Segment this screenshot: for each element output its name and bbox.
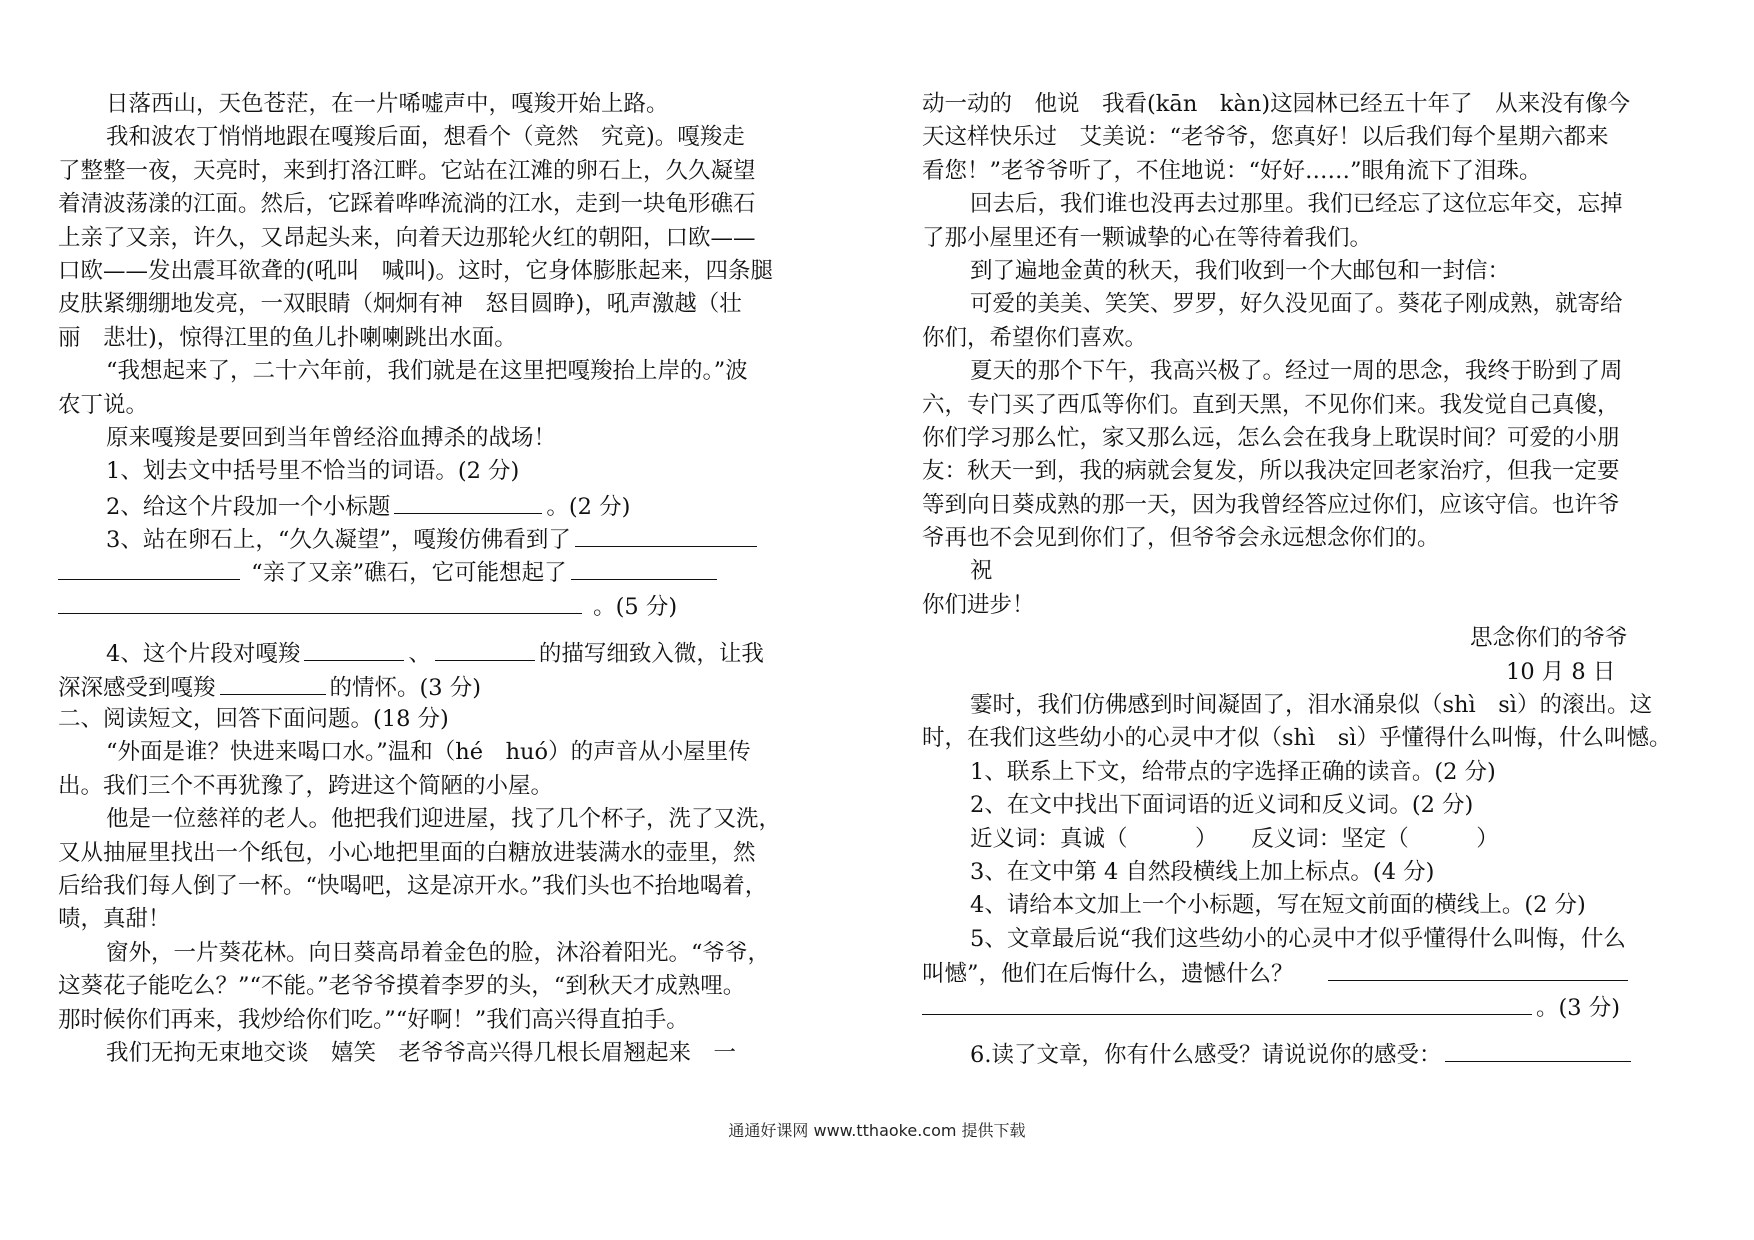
answer-blank[interactable] — [304, 636, 404, 661]
paragraph-line: 窗外，一片葵花林。向日葵高昂着金色的脸，沐浴着阳光。“爷爷， — [106, 939, 771, 966]
paragraph-line: 时，在我们这些幼小的心灵中才似（shì sì）乎懂得什么叫悔，什么叫憾。 — [922, 725, 1672, 752]
question-3-end — [58, 589, 830, 622]
question-2-words: 近义词：真诚（ ） 反义词：坚定（ ） — [970, 825, 1499, 852]
question-2: 2、在文中找出下面词语的近义词和反义词。(2 分) — [970, 792, 1474, 819]
question-4: 4、请给本文加上一个小标题，写在短文前面的横线上。(2 分) — [970, 892, 1586, 919]
letter-closing: 祝 — [970, 558, 993, 585]
letter-signature: 思念你们的爷爷 — [1470, 625, 1628, 652]
question-3-text-2: “亲了又亲”礁石，它可能想起了 — [251, 560, 567, 587]
question-4-cont — [58, 670, 830, 703]
paragraph-line: 又从抽屉里找出一个纸包，小心地把里面的白糖放进装满水的壶里，然 — [58, 839, 756, 866]
paragraph-line: 我们无拘无束地交谈 嬉笑 老爷爷高兴得几根长眉翘起来 一 — [106, 1039, 737, 1066]
paragraph-line: 上亲了又亲，许久，又昂起头来，向着天边那轮火红的朝阳，口欧—— — [58, 224, 756, 251]
letter-closing: 你们进步！ — [922, 591, 1035, 618]
paragraph-line: 皮肤紧绷绷地发亮，一双眼睛（炯炯有神 怒目圆睁)，吼声激越（壮 — [58, 291, 742, 318]
paragraph-line: 农丁说。 — [58, 391, 149, 418]
spacer — [922, 1023, 1704, 1037]
paragraph-line: 动一动的 他说 我看(kān kàn)这园林已经五十年了 从来没有像今 — [922, 91, 1631, 117]
question-4-text-2: 的描写细致入微，让我 — [538, 641, 764, 668]
paragraph-line: 这葵花子能吃么？”“不能。”老爷爷摸着李罗的头，“到秋天才成熟哩。 — [58, 973, 746, 1000]
paragraph-line: 了那小屋里还有一颗诚挚的心在等待着我们。 — [922, 224, 1373, 251]
letter-line: 六，专门买了西瓜等你们。直到天黑，不见你们来。我发觉自己真傻， — [922, 391, 1620, 418]
letter-line: 可爱的美美、笑笑、罗罗，好久没见面了。葵花子刚成熟，就寄给 — [970, 291, 1623, 318]
letter-date: 10 月 8 日 — [1506, 658, 1616, 685]
question-2-points: 。(2 分) — [546, 493, 631, 520]
paragraph-line: 着清波荡漾的江面。然后，它踩着哗哗流淌的江水，走到一块龟形礁石 — [58, 191, 756, 218]
letter-line: 友：秋天一到，我的病就会复发，所以我决定回老家治疗，但我一定要 — [922, 458, 1620, 485]
spacer — [58, 622, 830, 636]
question-6 — [922, 1037, 1704, 1070]
footer-credit: 通通好课网 www.tthaoke.com 提供下载 — [728, 1121, 1026, 1140]
question-4-text-3: 深深感受到嘎羧 — [58, 674, 216, 701]
paragraph-line: 霎时，我们仿佛感到时间凝固了，泪水涌泉似（shì sì）的滚出。这 — [970, 692, 1652, 719]
question-5: 5、文章最后说“我们这些幼小的心灵中才似乎懂得什么叫悔，什么 — [970, 925, 1626, 952]
question-4-text: 4、这个片段对嘎羧 — [106, 641, 301, 668]
paragraph-line: 他是一位慈祥的老人。他把我们迎进屋，找了几个杯子，洗了又洗， — [106, 806, 782, 833]
question-3-cont — [58, 555, 830, 588]
paragraph-line: 丽 悲壮)，惊得江里的鱼儿扑喇喇跳出水面。 — [58, 324, 517, 351]
question-5-cont — [922, 956, 1704, 989]
right-column — [922, 88, 1704, 1070]
question-5-text: 叫憾”，他们在后悔什么，遗憾什么？ — [922, 961, 1294, 988]
paragraph-line: 口欧——发出震耳欲聋的(吼叫 喊叫)。这时，它身体膨胀起来，四条腿 — [58, 257, 774, 284]
answer-blank[interactable] — [220, 670, 326, 695]
question-1: 1、划去文中括号里不恰当的词语。(2 分) — [106, 458, 520, 485]
letter-line: 你们，希望你们喜欢。 — [922, 324, 1148, 351]
answer-blank[interactable] — [394, 489, 542, 514]
section-2-heading: 二、阅读短文，回答下面问题。(18 分) — [58, 706, 449, 733]
paragraph-line: 回去后，我们谁也没再去过那里。我们已经忘了这位忘年交，忘掉 — [970, 191, 1623, 218]
question-3: 3、在文中第 4 自然段横线上加上标点。(4 分) — [970, 858, 1435, 885]
paragraph-line: 出。我们三个不再犹豫了，跨进这个简陋的小屋。 — [58, 772, 554, 799]
answer-blank[interactable] — [922, 990, 1532, 1015]
paragraph-line: 那时候你们再来，我炒给你们吃。”“好啊！”我们高兴得直拍手。 — [58, 1006, 689, 1033]
question-3-text: 3、站在卵石上，“久久凝望”，嘎羧仿佛看到了 — [106, 527, 571, 554]
paragraph-line: 啧，真甜！ — [58, 906, 171, 933]
paragraph-line: “我想起来了，二十六年前，我们就是在这里把嘎羧抬上岸的。”波 — [106, 358, 748, 385]
letter-line: 夏天的那个下午，我高兴极了。经过一周的思念，我终于盼到了周 — [970, 358, 1623, 385]
question-2-text: 2、给这个片段加一个小标题 — [106, 493, 391, 520]
question-5-end — [922, 990, 1704, 1023]
paragraph-line: 原来嘎羧是要回到当年曾经浴血搏杀的战场！ — [106, 424, 557, 451]
paragraph-line: 天这样快乐过 艾美说：“老爷爷，您真好！以后我们每个星期六都来 — [922, 124, 1609, 151]
question-2 — [58, 489, 830, 522]
left-column — [58, 88, 830, 1070]
answer-blank[interactable] — [1328, 956, 1628, 981]
answer-blank[interactable] — [58, 589, 582, 614]
letter-line: 你们学习那么忙，家又那么远，怎么会在我身上耽误时间？可爱的小朋 — [922, 424, 1620, 451]
paragraph-line: “外面是谁？快进来喝口水。”温和（hé huó）的声音从小屋里传 — [106, 739, 751, 766]
answer-blank[interactable] — [1445, 1037, 1631, 1062]
question-3-points: 。(5 分) — [593, 593, 678, 620]
paragraph-line: 日落西山，天色苍茫，在一片唏嘘声中，嘎羧开始上路。 — [106, 91, 669, 117]
paragraph-line: 到了遍地金黄的秋天，我们收到一个大邮包和一封信： — [970, 257, 1511, 284]
answer-blank[interactable] — [575, 522, 757, 547]
paragraph-line: 我和波农丁悄悄地跟在嘎羧后面，想看个（竟然 究竟)。嘎羧走 — [106, 124, 745, 151]
question-1: 1、联系上下文，给带点的字选择正确的读音。(2 分) — [970, 758, 1496, 785]
question-3 — [58, 522, 830, 555]
question-4-sep: 、 — [408, 641, 431, 668]
question-6-text: 6.读了文章，你有什么感受？请说说你的感受： — [970, 1041, 1442, 1068]
question-4-points: 的情怀。(3 分) — [329, 674, 482, 701]
paragraph-line: 看您！”老爷爷听了，不住地说：“好好……”眼角流下了泪珠。 — [922, 157, 1542, 184]
answer-blank[interactable] — [435, 636, 535, 661]
letter-line: 等到向日葵成熟的那一天，因为我曾经答应过你们，应该守信。也许爷 — [922, 491, 1620, 518]
paragraph-line: 后给我们每人倒了一杯。“快喝吧，这是凉开水。”我们头也不抬地喝着， — [58, 872, 768, 899]
letter-line: 爷再也不会见到你们了，但爷爷会永远想念你们的。 — [922, 525, 1440, 552]
question-4 — [58, 636, 830, 669]
answer-blank[interactable] — [571, 555, 717, 580]
paragraph-line: 了整整一夜，天亮时，来到打洛江畔。它站在江滩的卵石上，久久凝望 — [58, 157, 756, 184]
question-5-points: 。(3 分) — [1536, 994, 1621, 1021]
answer-blank[interactable] — [58, 555, 240, 580]
